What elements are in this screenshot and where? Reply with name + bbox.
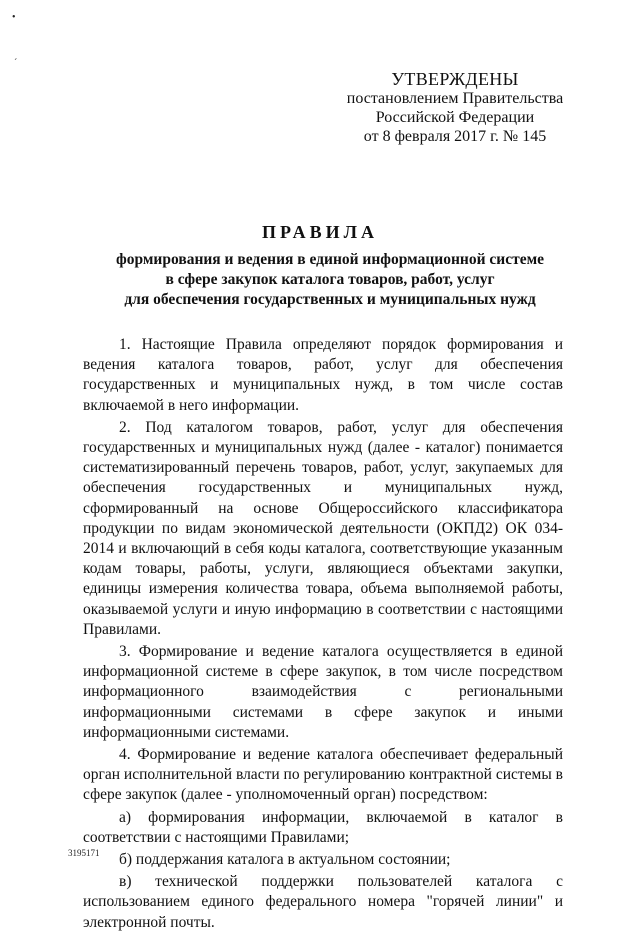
approval-heading: УТВЕРЖДЕНЫ — [391, 69, 519, 89]
subtitle-line-1: формирования и ведения в единой информационной системе — [115, 251, 545, 268]
approval-line-2: Российской Федерации — [375, 109, 535, 126]
document-title: ПРАВИЛА — [261, 222, 379, 242]
approval-block — [340, 70, 570, 146]
approval-line-1: постановлением Правительства — [346, 90, 564, 107]
document-body — [83, 335, 563, 933]
paragraph-1: 1. Настоящие Правила определяют порядок формирования и ведения каталога товаров, работ, услуг для обеспечения государственных и муниципальных нужд, в том числе состав включаемой в него информации. — [83, 336, 563, 414]
paragraph-4a: а) формирования информации, включаемой в каталог в соответствии с настоящими Правилами; — [83, 808, 563, 846]
paragraph-4c: в) технической поддержки пользователей каталога с использованием единого федерального номера "горячей линии" и электронной почты. — [83, 873, 563, 931]
subtitle-line-3: для обеспечения государственных и муниципальных нужд — [124, 291, 536, 308]
paragraph-3: 3. Формирование и ведение каталога осуществляется в единой информационной системе в сфере закупок, в том числе посредством информационного взаимодействия с региональными информационными системами в сфере закупок и иными информационными системами. — [83, 643, 563, 741]
subtitle-line-2: в сфере закупок каталога товаров, работ, услуг — [165, 271, 495, 288]
scan-dot-mark: • — [12, 12, 16, 23]
approval-line-3: от 8 февраля 2017 г. № 145 — [363, 128, 547, 145]
paragraph-4: 4. Формирование и ведение каталога обеспечивает федеральный орган исполнительной власти по регулированию контрактной системы в сфере закупок (далее - уполномоченный орган) посредством: — [83, 746, 563, 804]
paragraph-2: 2. Под каталогом товаров, работ, услуг для обеспечения государственных и муниципальных нужд (далее - каталог) понимается систематизированный перечень товаров, работ, услуг, закупаемых для обеспечения государственных и муниципальных нужд, сформированный на основе Общероссийского классификатора продукции по видам экономической деятельности (ОКПД2) ОК 034-2014 и включающий в себя коды каталога, соответствующие указанным кодам товары, работы, услуги, являющиеся объектами закупки, единицы измерения количества товара, объема выполняемой работы, оказываемой услуги и иную информацию в соответствии с настоящими Правилами. — [83, 418, 563, 638]
document-number: 3195171 — [68, 848, 100, 858]
paragraph-4b: б) поддержания каталога в актуальном состоянии; — [119, 851, 451, 869]
document-subtitle — [60, 250, 600, 310]
scan-tick-mark: ´ — [14, 58, 18, 69]
